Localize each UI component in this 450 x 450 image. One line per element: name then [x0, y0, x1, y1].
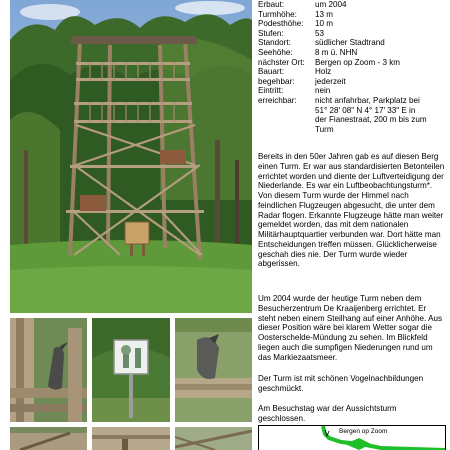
fact-row: [258, 10, 448, 20]
stairs-photo-3: [175, 427, 252, 450]
stairs-drawing-1: [10, 427, 87, 450]
stairs-photo-2: [92, 427, 170, 450]
tower-photo: [10, 0, 252, 313]
bird-sculpture-photo: [10, 318, 87, 422]
fact-label: Bauart:: [258, 67, 285, 77]
fact-row: [258, 96, 448, 134]
bird-sculpture-drawing: [10, 318, 87, 422]
fact-label: Erbaut:: [258, 0, 285, 9]
map-town-label: Bergen op Zoom: [339, 428, 388, 435]
fact-label: Podesthöhe:: [258, 19, 304, 29]
fact-value: Holz: [315, 67, 332, 77]
fact-label: erreichbar:: [258, 95, 297, 105]
fact-value: nicht anfahrbar, Parkplatz bei 51° 28' 08" N 4° 17' 33" E in der Fianestraat, 200 m bis zum Turm: [315, 95, 427, 134]
fact-value: 10 m: [315, 19, 333, 29]
stairs-drawing-2: [92, 427, 170, 450]
fact-row: [258, 58, 448, 68]
tower-photo-drawing: [10, 0, 252, 313]
fact-value: südlicher Stadtrand: [315, 38, 385, 48]
fact-label: Stufen:: [258, 28, 284, 38]
fact-row: [258, 29, 448, 39]
fact-label: begehbar:: [258, 76, 295, 86]
fact-value: 53: [315, 28, 325, 38]
fact-value: nein: [315, 86, 331, 96]
fact-value: jederzeit: [315, 76, 346, 86]
fact-value: 8 m ü. NHN: [315, 47, 358, 57]
closed-notice-paragraph: Am Besuchstag war der Aussichtsturm geschlossen.: [258, 404, 397, 423]
fact-label: Turmhöhe:: [258, 9, 297, 19]
fact-row: [258, 38, 448, 48]
fact-row: [258, 86, 448, 96]
fact-label: Eintritt:: [258, 86, 284, 96]
tower-facts: [258, 0, 448, 134]
fact-row: [258, 0, 448, 10]
owl-sculpture-photo: [175, 318, 252, 422]
fact-value: um 2004: [315, 0, 347, 9]
fact-row: [258, 48, 448, 58]
sign-drawing: [92, 318, 170, 422]
fact-row: [258, 67, 448, 77]
area-marker: [345, 438, 371, 450]
bird-decoration-paragraph: Der Turm ist mit schönen Vogelnachbildungen geschmückt.: [258, 374, 424, 393]
fact-row: [258, 19, 448, 29]
location-map: [258, 425, 446, 450]
fact-row: [258, 77, 448, 87]
fact-value: Bergen op Zoom - 3 km: [315, 57, 401, 67]
fact-label: Standort:: [258, 38, 291, 48]
history-paragraph: Bereits in den 50er Jahren gab es auf diesen Berg einen Turm. Er war aus standardisierten Betonteilen errichtet worden und diente der Luftverteidigung der Niederlande. Es war ein Luftbeobachtungsturm*. Von diesem Turm wurde der Himmel nach feindlichen Flugzeugen abgesucht, die unter dem Radar flogen. Erkannte Flugzeuge hätte man weiter gemeldet worden, das mit dem nationalen Militärhauptquartier verbunden war. Dort hätte man Entscheidungen treffen müssen. Glücklicherweise geschah dies nie. Der Turm wurde wieder abgerissen.: [258, 152, 445, 269]
sign-photo: [92, 318, 170, 422]
owl-sculpture-drawing: [175, 318, 252, 422]
fact-value: 13 m: [315, 9, 333, 19]
stairs-photo-1: [10, 427, 87, 450]
fact-label: nächster Ort:: [258, 57, 305, 67]
fact-label: Seehöhe:: [258, 47, 293, 57]
current-tower-paragraph: Um 2004 wurde der heutige Turm neben dem Besucherzentrum De Kraaijenberg errichtet. Er steht neben einem Steilhang auf einer Anhöhe. Aus dieser Position wäre bei klarem Wetter sogar die Oosterschelde-Mündung zu sehen. Im Blickfeld liegen auch die sumpfigen Niederungen rund um das Markiezaatsmeer.: [258, 294, 443, 362]
stairs-drawing-3: [175, 427, 252, 450]
